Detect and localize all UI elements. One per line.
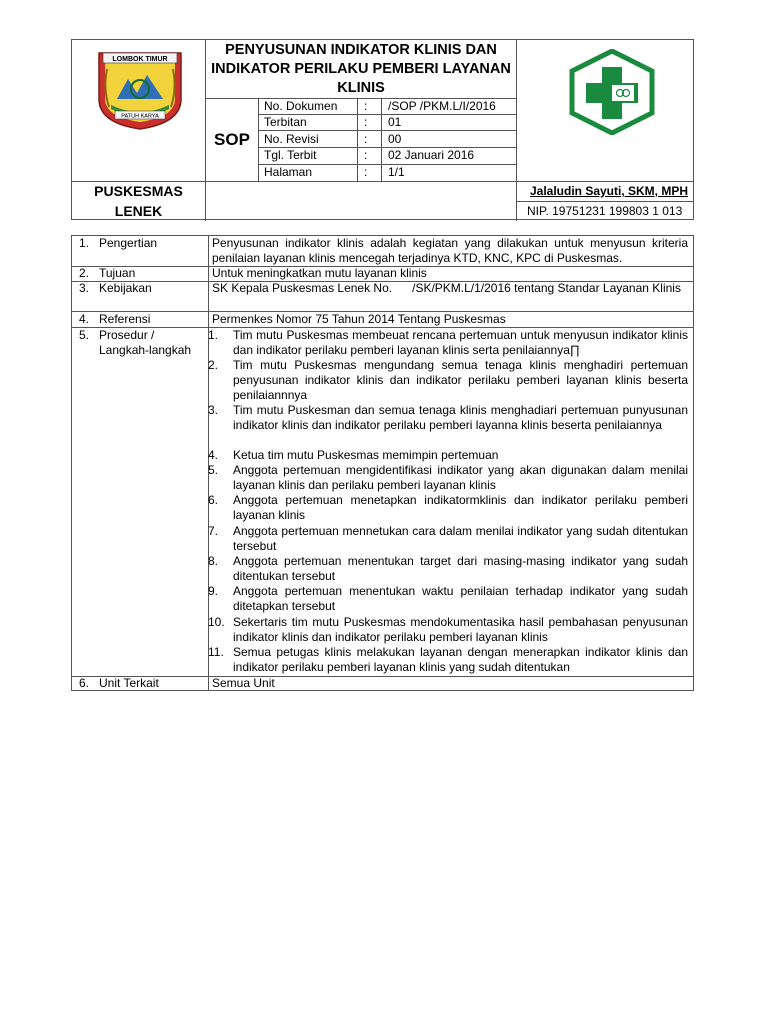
procedure-step xyxy=(208,493,688,523)
sop-header xyxy=(71,39,694,220)
meta-sep: : xyxy=(364,115,368,129)
logo-top-text: LOMBOK TIMUR xyxy=(112,56,168,63)
meta-label: No. Dokumen xyxy=(264,99,338,113)
puskesmas-logo xyxy=(566,49,658,135)
row-content-tujuan: Untuk meningkatkan mutu layanan klinis xyxy=(212,266,427,280)
meta-value: 1/1 xyxy=(388,165,405,179)
procedure-step xyxy=(208,448,688,463)
step-text: Sekertaris tim mutu Puskesmas mendokumentasika hasil pembahasan penyusunan indikator klinis dan indikator perilaku pemberi layanan klinis xyxy=(233,615,688,644)
step-text: Anggota pertemuan mennetukan cara dalam menilai indikator yang sudah ditentukan tersebut xyxy=(233,524,688,553)
row-label-tujuan: Tujuan xyxy=(99,266,136,280)
step-number: 3. xyxy=(208,403,219,417)
meta-sep: : xyxy=(364,99,368,113)
meta-sep: : xyxy=(364,148,368,162)
step-number: 8. xyxy=(208,554,219,568)
procedure-step xyxy=(208,524,688,554)
row-number: 6. xyxy=(79,676,90,690)
meta-value: 00 xyxy=(388,132,402,146)
sop-label: SOP xyxy=(214,129,250,149)
step-text: Tim mutu Puskesmas membeuat rencana pertemuan untuk menyusun indikator klinis dan indikator perilaku pemberi layanan klinis serta penilaiannya∏ xyxy=(233,328,688,357)
document-title: PENYUSUNAN INDIKATOR KLINIS DAN INDIKATOR PERILAKU PEMBERI LAYANAN KLINIS xyxy=(211,42,511,96)
meta-sep: : xyxy=(364,132,368,146)
procedure-step xyxy=(208,328,688,358)
step-number: 10. xyxy=(208,615,225,629)
meta-sep: : xyxy=(364,165,368,179)
row-number: 2. xyxy=(79,266,90,280)
organization-name xyxy=(72,181,205,221)
step-number: 7. xyxy=(208,524,219,538)
procedure-step xyxy=(208,584,688,614)
org-line-2: LENEK xyxy=(114,203,163,219)
step-text: Semua petugas klinis melakukan layanan dengan menerapkan indikator klinis dan indikator perilaku pemberi layanan klinis yang sudah ditentukan xyxy=(233,645,688,674)
step-number: 6. xyxy=(208,493,219,507)
meta-row-halaman xyxy=(258,164,516,180)
step-text: Anggota pertemuan menetapkan indikatormklinis dan indikator perilaku pemberi layanan klinis xyxy=(233,493,688,522)
row-label-unit-terkait: Unit Terkait xyxy=(99,676,159,690)
row-number: 5. xyxy=(79,328,90,342)
meta-label: No. Revisi xyxy=(264,132,319,146)
step-text: Tim mutu Puskesmas mengundang semua tenaga klinis menghadiri pertemuan penyusunan indikator klinis dan indikator perilaku pemberi layanan klinis beserta penilaiannnya xyxy=(233,358,688,402)
meta-label: Terbitan xyxy=(264,115,307,129)
signer-nip: NIP. 19751231 199803 1 013 xyxy=(527,204,683,218)
org-line-1: PUSKESMAS xyxy=(94,183,183,199)
step-number: 1. xyxy=(208,328,219,342)
prosedur-label-line-2: Langkah-langkah xyxy=(99,343,192,357)
row-content-referensi: Permenkes Nomor 75 Tahun 2014 Tentang Puskesmas xyxy=(212,312,506,326)
row-content-unit-terkait: Semua Unit xyxy=(212,676,275,690)
row-content-pengertian: Penyusunan indikator klinis adalah kegiatan yang dilakukan untuk menyusun kriteria penilaian layanan klinis mencegah terjadinya KTD, KNC, KPC di Puskesmas. xyxy=(212,236,688,265)
meta-row-doc-number xyxy=(258,98,516,114)
meta-row-tgl-terbit xyxy=(258,147,516,163)
step-text: Ketua tim mutu Puskesmas memimpin pertemuan xyxy=(233,448,499,462)
meta-value: /SOP /PKM.L/I/2016 xyxy=(388,99,496,113)
procedure-step xyxy=(208,358,688,403)
procedure-step xyxy=(208,615,688,645)
procedure-step xyxy=(208,403,688,433)
row-content-kebijakan: SK Kepala Puskesmas Lenek No. /SK/PKM.L/1/2016 tentang Standar Layanan Klinis xyxy=(212,281,681,295)
row-label-pengertian: Pengertian xyxy=(99,236,158,250)
step-number: 9. xyxy=(208,584,219,598)
meta-value: 01 xyxy=(388,115,402,129)
row-label-prosedur xyxy=(99,328,191,358)
meta-label: Tgl. Terbit xyxy=(264,148,317,162)
step-number: 5. xyxy=(208,463,219,477)
meta-row-terbitan xyxy=(258,114,516,130)
meta-label: Halaman xyxy=(264,165,313,179)
step-text: Anggota pertemuan mengidentifikasi indikator yang akan digunakan dalam menilai layanan klinis dan perilaku pemberi layanan klinis xyxy=(233,463,688,492)
signer-name: Jalaludin Sayuti, SKM, MPH xyxy=(529,184,688,198)
step-number: 11. xyxy=(208,645,224,659)
row-label-referensi: Referensi xyxy=(99,312,151,326)
step-number: 4. xyxy=(208,448,219,462)
procedure-step xyxy=(208,645,688,675)
prosedur-label-line-1: Prosedur / xyxy=(99,328,155,342)
logo-bottom-text: PATUH KARYA xyxy=(121,113,159,120)
step-number: 2. xyxy=(208,358,219,372)
row-label-kebijakan: Kebijakan xyxy=(99,281,152,295)
step-text: Anggota pertemuan menentukan target dari masing-masing indikator yang sudah ditentukan tersebut xyxy=(233,554,688,583)
row-number: 4. xyxy=(79,312,90,326)
step-text: Tim mutu Puskesman dan semua tenaga klinis menghadiari pertemuan punyusunan indikator klinis dan indikator perilaku pemberi layanna klinis beserta penilaiannya xyxy=(233,403,688,432)
row-number: 1. xyxy=(79,236,90,250)
meta-value: 02 Januari 2016 xyxy=(388,148,475,162)
procedure-step xyxy=(208,463,688,493)
row-number: 3. xyxy=(79,281,90,295)
procedure-step xyxy=(208,554,688,584)
step-text: Anggota pertemuan menentukan waktu penilaian terhadap indikator yang sudah ditetapkan tersebut xyxy=(233,584,688,613)
meta-row-revisi xyxy=(258,131,516,147)
lombok-timur-logo xyxy=(95,49,185,131)
sop-content-table xyxy=(71,235,694,691)
